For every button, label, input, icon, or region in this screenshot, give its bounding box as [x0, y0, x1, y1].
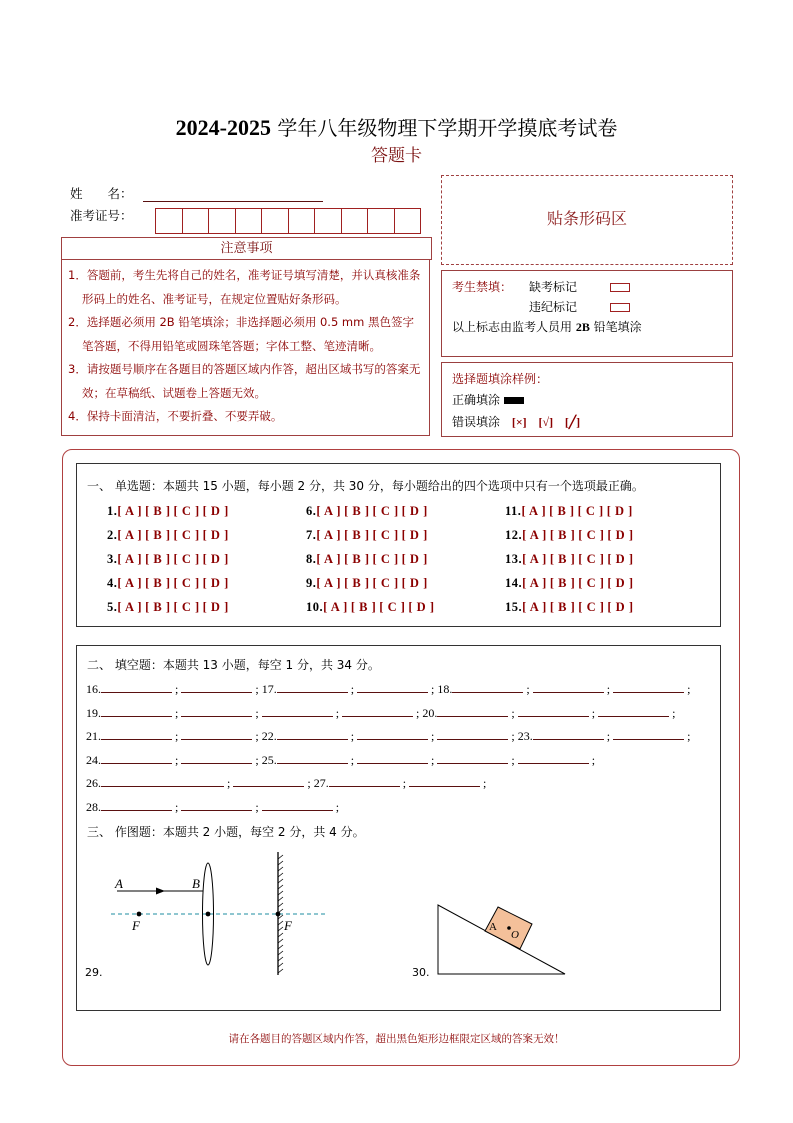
- mirror-hatch: [278, 873, 283, 877]
- option-bubble[interactable]: [ B ]: [145, 600, 171, 614]
- barcode-area: 贴条形码区: [441, 175, 733, 265]
- mirror-hatch: [278, 867, 283, 871]
- option-bubble[interactable]: [ A ]: [117, 552, 143, 566]
- option-bubble[interactable]: [ D ]: [202, 600, 229, 614]
- option-bubble[interactable]: [ A ]: [522, 600, 547, 614]
- wrong-mark: [√]: [538, 415, 554, 429]
- option-bubble[interactable]: [ C ]: [578, 552, 605, 566]
- option-bubble[interactable]: [ C ]: [173, 600, 200, 614]
- option-bubble[interactable]: [ B ]: [549, 576, 576, 590]
- question-number: 17.: [258, 682, 277, 696]
- separator: ;: [588, 752, 596, 767]
- option-bubble[interactable]: [ B ]: [344, 528, 370, 542]
- option-bubble[interactable]: [ A ]: [522, 576, 547, 590]
- question-number: 27.: [310, 776, 329, 790]
- label-b: B: [192, 876, 200, 891]
- title-year: 2024-2025: [175, 115, 271, 140]
- separator: ;: [684, 729, 691, 743]
- separator: ;: [588, 705, 599, 720]
- option-bubble[interactable]: [ A ]: [316, 504, 342, 518]
- focus-point: [276, 912, 281, 917]
- mirror-hatch: [278, 921, 283, 925]
- question-number: 28.: [86, 799, 101, 814]
- option-bubble[interactable]: [ C ]: [173, 528, 200, 542]
- option-bubble[interactable]: [ C ]: [372, 552, 399, 566]
- incline-diagram[interactable]: [412, 905, 565, 979]
- sample-title: 选择题填涂样例：: [452, 372, 549, 386]
- forbidden-label: 考生禁填：: [452, 280, 513, 294]
- option-bubble[interactable]: [ A ]: [316, 576, 342, 590]
- question-number: 18.: [434, 682, 453, 696]
- separator: ;: [508, 752, 518, 767]
- separator: ;: [252, 705, 262, 720]
- question-number: 10.: [306, 600, 324, 614]
- option-bubble[interactable]: [ A ]: [316, 528, 342, 542]
- option-bubble[interactable]: [ D ]: [401, 528, 428, 542]
- option-bubble[interactable]: [ C ]: [372, 528, 399, 542]
- footer-warning: 请在各题目的答题区域内作答，超出黑色矩形边框限定区域的答案无效！: [228, 1033, 565, 1045]
- section3-title: 三、 作图题：本题共 2 小题，每空 2 分，共 4 分。: [87, 825, 365, 839]
- option-bubble[interactable]: [ A ]: [117, 576, 143, 590]
- option-bubble[interactable]: [ D ]: [401, 504, 428, 518]
- question-number: 4.: [107, 576, 118, 590]
- option-bubble[interactable]: [ B ]: [549, 552, 576, 566]
- notice-item: 3．请按题号顺序在各题目的答题区域内作答，超出区域书写的答案无效；在草稿纸、试题卷上答题无效。: [68, 362, 421, 400]
- option-bubble[interactable]: [ B ]: [344, 576, 370, 590]
- option-bubble[interactable]: [ B ]: [145, 528, 171, 542]
- separator: ;: [172, 729, 182, 743]
- question-number: 2.: [107, 528, 118, 542]
- option-bubble[interactable]: [ B ]: [145, 552, 171, 566]
- question-number: 20.: [419, 705, 438, 720]
- separator: ;: [172, 682, 182, 696]
- notice-item: 2．选择题必须用 2B 铅笔填涂；非选择题必须用 0.5 mm 黑色签字笔答题，不得用铅笔或圆珠笔答题；字体工整、笔迹清晰。: [68, 315, 414, 353]
- lens-diagram[interactable]: [85, 852, 325, 979]
- mirror-hatch: [278, 951, 283, 955]
- mirror-hatch: [278, 891, 283, 895]
- section1-title: 一、 单选题：本题共 15 小题，每小题 2 分，共 30 分，每小题给出的四个选项中只有一个选项最正确。: [87, 479, 644, 493]
- question-number: 26.: [86, 776, 101, 790]
- mirror-hatch: [278, 957, 283, 961]
- separator: ;: [224, 776, 234, 790]
- separator: ;: [428, 729, 438, 743]
- mirror-hatch: [278, 879, 283, 883]
- mirror-hatch: [278, 903, 283, 907]
- separator: ;: [332, 799, 340, 814]
- label-a: A: [115, 876, 123, 891]
- option-bubble[interactable]: [ B ]: [350, 600, 377, 614]
- separator: ;: [508, 705, 518, 720]
- mirror-hatch: [278, 927, 283, 931]
- label-block-a: A: [489, 921, 497, 933]
- name-label: 姓 名：: [70, 186, 133, 201]
- separator: ;: [413, 705, 420, 720]
- option-bubble[interactable]: [ A ]: [521, 504, 547, 518]
- option-bubble[interactable]: [ C ]: [577, 504, 604, 518]
- option-bubble[interactable]: [ D ]: [408, 600, 435, 614]
- mirror-hatch: [278, 855, 283, 859]
- option-bubble[interactable]: [ C ]: [578, 528, 605, 542]
- question-29-label: 29.: [85, 966, 103, 979]
- id-label: 准考证号：: [70, 208, 133, 223]
- option-bubble[interactable]: [ D ]: [607, 528, 634, 542]
- question-number: 12.: [505, 528, 523, 542]
- question-30-label: 30.: [412, 966, 430, 979]
- option-bubble[interactable]: [ A ]: [117, 600, 143, 614]
- question-number: 21.: [86, 729, 101, 743]
- label-f: F: [132, 918, 140, 933]
- title-text: 学年八年级物理下学期开学摸底考试卷: [270, 116, 618, 140]
- wrong-label: 错误填涂: [452, 415, 501, 429]
- mirror-hatch: [278, 945, 283, 949]
- separator: ;: [523, 682, 533, 696]
- wrong-mark: [×]: [511, 415, 527, 429]
- question-number: 3.: [107, 552, 118, 566]
- option-bubble[interactable]: [ C ]: [372, 576, 399, 590]
- absent-label: 缺考标记: [529, 280, 578, 294]
- option-bubble[interactable]: [ C ]: [372, 504, 399, 518]
- option-bubble[interactable]: [ D ]: [607, 600, 634, 614]
- option-bubble[interactable]: [ A ]: [522, 552, 547, 566]
- question-number: 16.: [86, 682, 101, 696]
- option-bubble[interactable]: [ B ]: [145, 504, 171, 518]
- option-bubble[interactable]: [ B ]: [549, 600, 576, 614]
- separator: ;: [252, 752, 259, 767]
- option-bubble[interactable]: [ D ]: [401, 576, 428, 590]
- separator: ;: [428, 682, 435, 696]
- separator: ;: [332, 705, 343, 720]
- separator: ;: [172, 752, 182, 767]
- question-number: 9.: [306, 576, 317, 590]
- separator: ;: [172, 705, 182, 720]
- separator: ;: [603, 729, 614, 743]
- question-number: 5.: [107, 600, 118, 614]
- focus-point: [137, 912, 142, 917]
- separator: ;: [347, 682, 358, 696]
- separator: ;: [399, 776, 410, 790]
- option-bubble[interactable]: [ C ]: [173, 504, 200, 518]
- page-subtitle: 答题卡: [371, 146, 422, 166]
- option-bubble[interactable]: [ C ]: [578, 576, 605, 590]
- separator: ;: [669, 705, 676, 720]
- option-bubble[interactable]: [ D ]: [202, 528, 229, 542]
- mirror-hatch: [278, 885, 283, 889]
- option-bubble[interactable]: [ A ]: [323, 600, 348, 614]
- option-bubble[interactable]: [ D ]: [606, 504, 633, 518]
- option-bubble[interactable]: [ A ]: [522, 528, 547, 542]
- mirror-hatch: [278, 933, 283, 937]
- separator: ;: [252, 682, 259, 696]
- correct-label: 正确填涂: [452, 393, 501, 407]
- separator: ;: [252, 729, 259, 743]
- wrong-mark: [╱]: [564, 415, 581, 429]
- label-f: F: [284, 918, 292, 933]
- option-bubble[interactable]: [ D ]: [202, 576, 229, 590]
- notice-item: 4．保持卡面清洁，不要折叠、不要弄破。: [68, 409, 283, 423]
- question-number: 15.: [505, 600, 523, 614]
- question-number: 8.: [306, 552, 317, 566]
- separator: ;: [508, 729, 515, 743]
- option-bubble[interactable]: [ C ]: [379, 600, 406, 614]
- option-bubble[interactable]: [ D ]: [607, 576, 634, 590]
- question-number: 19.: [86, 705, 101, 720]
- separator: ;: [172, 799, 182, 814]
- option-bubble[interactable]: [ B ]: [344, 504, 370, 518]
- question-number: 6.: [306, 504, 317, 518]
- section2-title: 二、 填空题：本题共 13 小题，每空 1 分，共 34 分。: [87, 658, 380, 672]
- separator: ;: [603, 682, 614, 696]
- option-bubble[interactable]: [ D ]: [607, 552, 634, 566]
- separator: ;: [347, 729, 358, 743]
- question-number: 13.: [505, 552, 523, 566]
- label-o: O: [511, 929, 519, 941]
- question-number: 7.: [306, 528, 317, 542]
- option-bubble[interactable]: [ B ]: [344, 552, 370, 566]
- mirror-hatch: [278, 969, 283, 973]
- mirror-hatch: [278, 897, 283, 901]
- question-number: 11.: [505, 504, 522, 518]
- separator: ;: [480, 776, 487, 790]
- proctor-note: 以上标志由监考人员用 2B 铅笔填涂: [452, 320, 642, 334]
- question-number: 23.: [514, 729, 533, 743]
- mirror-hatch: [278, 963, 283, 967]
- option-bubble[interactable]: [ A ]: [117, 528, 143, 542]
- question-number: 25.: [258, 752, 277, 767]
- option-bubble[interactable]: [ D ]: [401, 552, 428, 566]
- separator: ;: [252, 799, 262, 814]
- mirror-hatch: [278, 939, 283, 943]
- option-bubble[interactable]: [ A ]: [117, 504, 143, 518]
- separator: ;: [428, 752, 438, 767]
- question-number: 14.: [505, 576, 523, 590]
- option-bubble[interactable]: [ B ]: [145, 576, 171, 590]
- option-bubble[interactable]: [ C ]: [578, 600, 605, 614]
- notice-title: 注意事项: [61, 237, 432, 260]
- option-bubble[interactable]: [ B ]: [549, 528, 576, 542]
- separator: ;: [684, 682, 691, 696]
- violation-label: 违纪标记: [529, 300, 578, 314]
- question-number: 24.: [86, 752, 101, 767]
- separator: ;: [304, 776, 311, 790]
- option-bubble[interactable]: [ A ]: [316, 552, 342, 566]
- optical-center: [206, 912, 211, 917]
- option-bubble[interactable]: [ C ]: [173, 552, 200, 566]
- question-number: 1.: [107, 504, 118, 518]
- option-bubble[interactable]: [ B ]: [549, 504, 575, 518]
- mirror-hatch: [278, 861, 283, 865]
- question-number: 22.: [258, 729, 277, 743]
- separator: ;: [347, 752, 358, 767]
- option-bubble[interactable]: [ D ]: [202, 504, 229, 518]
- option-bubble[interactable]: [ C ]: [173, 576, 200, 590]
- notice-item: 1．答题前，考生先将自己的姓名，准考证号填写清楚，并认真核准条形码上的姓名、准考证号，在规定位置贴好条形码。: [68, 268, 421, 306]
- option-bubble[interactable]: [ D ]: [202, 552, 229, 566]
- arrow-icon: [156, 888, 165, 895]
